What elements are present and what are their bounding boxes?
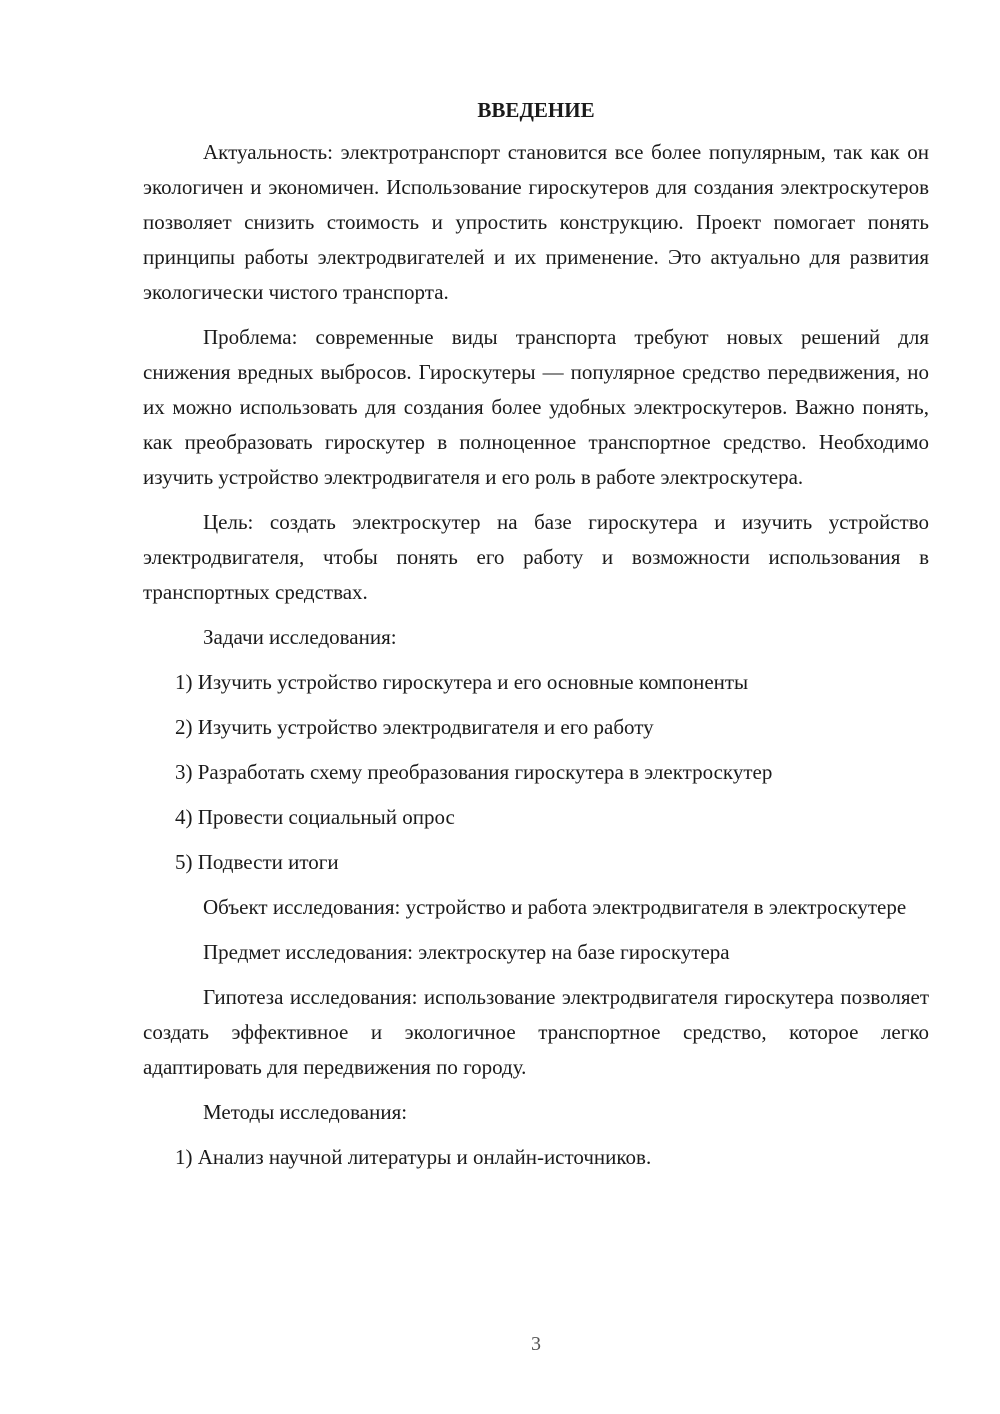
method-item-1: 1) Анализ научной литературы и онлайн-источников. xyxy=(175,1145,652,1169)
task-item-4: 4) Провести социальный опрос xyxy=(175,805,455,829)
task-item-3: 3) Разработать схему преобразования гироскутера в электроскутер xyxy=(175,760,773,784)
paragraph-subject: Предмет исследования: электроскутер на базе гироскутера xyxy=(203,940,730,964)
paragraph-relevance: Актуальность: электротранспорт становится все более популярным, так как он экологичен и экономичен. Использование гироскутеров для создания электроскутеров позволяет снизить стоимость и упростить конструкцию. Проект помогает понять принципы работы электродвигателей и их применение. Это актуально для развития экологически чистого транспорта. xyxy=(143,140,929,304)
task-item-1: 1) Изучить устройство гироскутера и его основные компоненты xyxy=(175,670,749,694)
paragraph-goal: Цель: создать электроскутер на базе гироскутера и изучить устройство электродвигателя, чтобы понять его работу и возможности использования в транспортных средствах. xyxy=(143,510,929,604)
page-number: 3 xyxy=(531,1333,541,1355)
document-title: ВВЕДЕНИЕ xyxy=(477,98,595,122)
task-item-2: 2) Изучить устройство электродвигателя и его работу xyxy=(175,715,654,739)
methods-heading: Методы исследования: xyxy=(203,1100,408,1124)
paragraph-problem: Проблема: современные виды транспорта требуют новых решений для снижения вредных выбросов. Гироскутеры — популярное средство передвижения, но их можно использовать для создания более удобных электроскутеров. Важно понять, как преобразовать гироскутер в полноценное транспортное средство. Необходимо изучить устройство электродвигателя и его роль в работе электроскутера. xyxy=(143,325,929,489)
paragraph-object: Объект исследования: устройство и работа электродвигателя в электроскутере xyxy=(203,895,907,919)
paragraph-hypothesis: Гипотеза исследования: использование электродвигателя гироскутера позволяет создать эффективное и экологичное транспортное средство, которое легко адаптировать для передвижения по городу. xyxy=(143,985,929,1079)
task-item-5: 5) Подвести итоги xyxy=(175,850,339,874)
document-page xyxy=(143,94,929,1185)
tasks-heading: Задачи исследования: xyxy=(203,625,397,649)
